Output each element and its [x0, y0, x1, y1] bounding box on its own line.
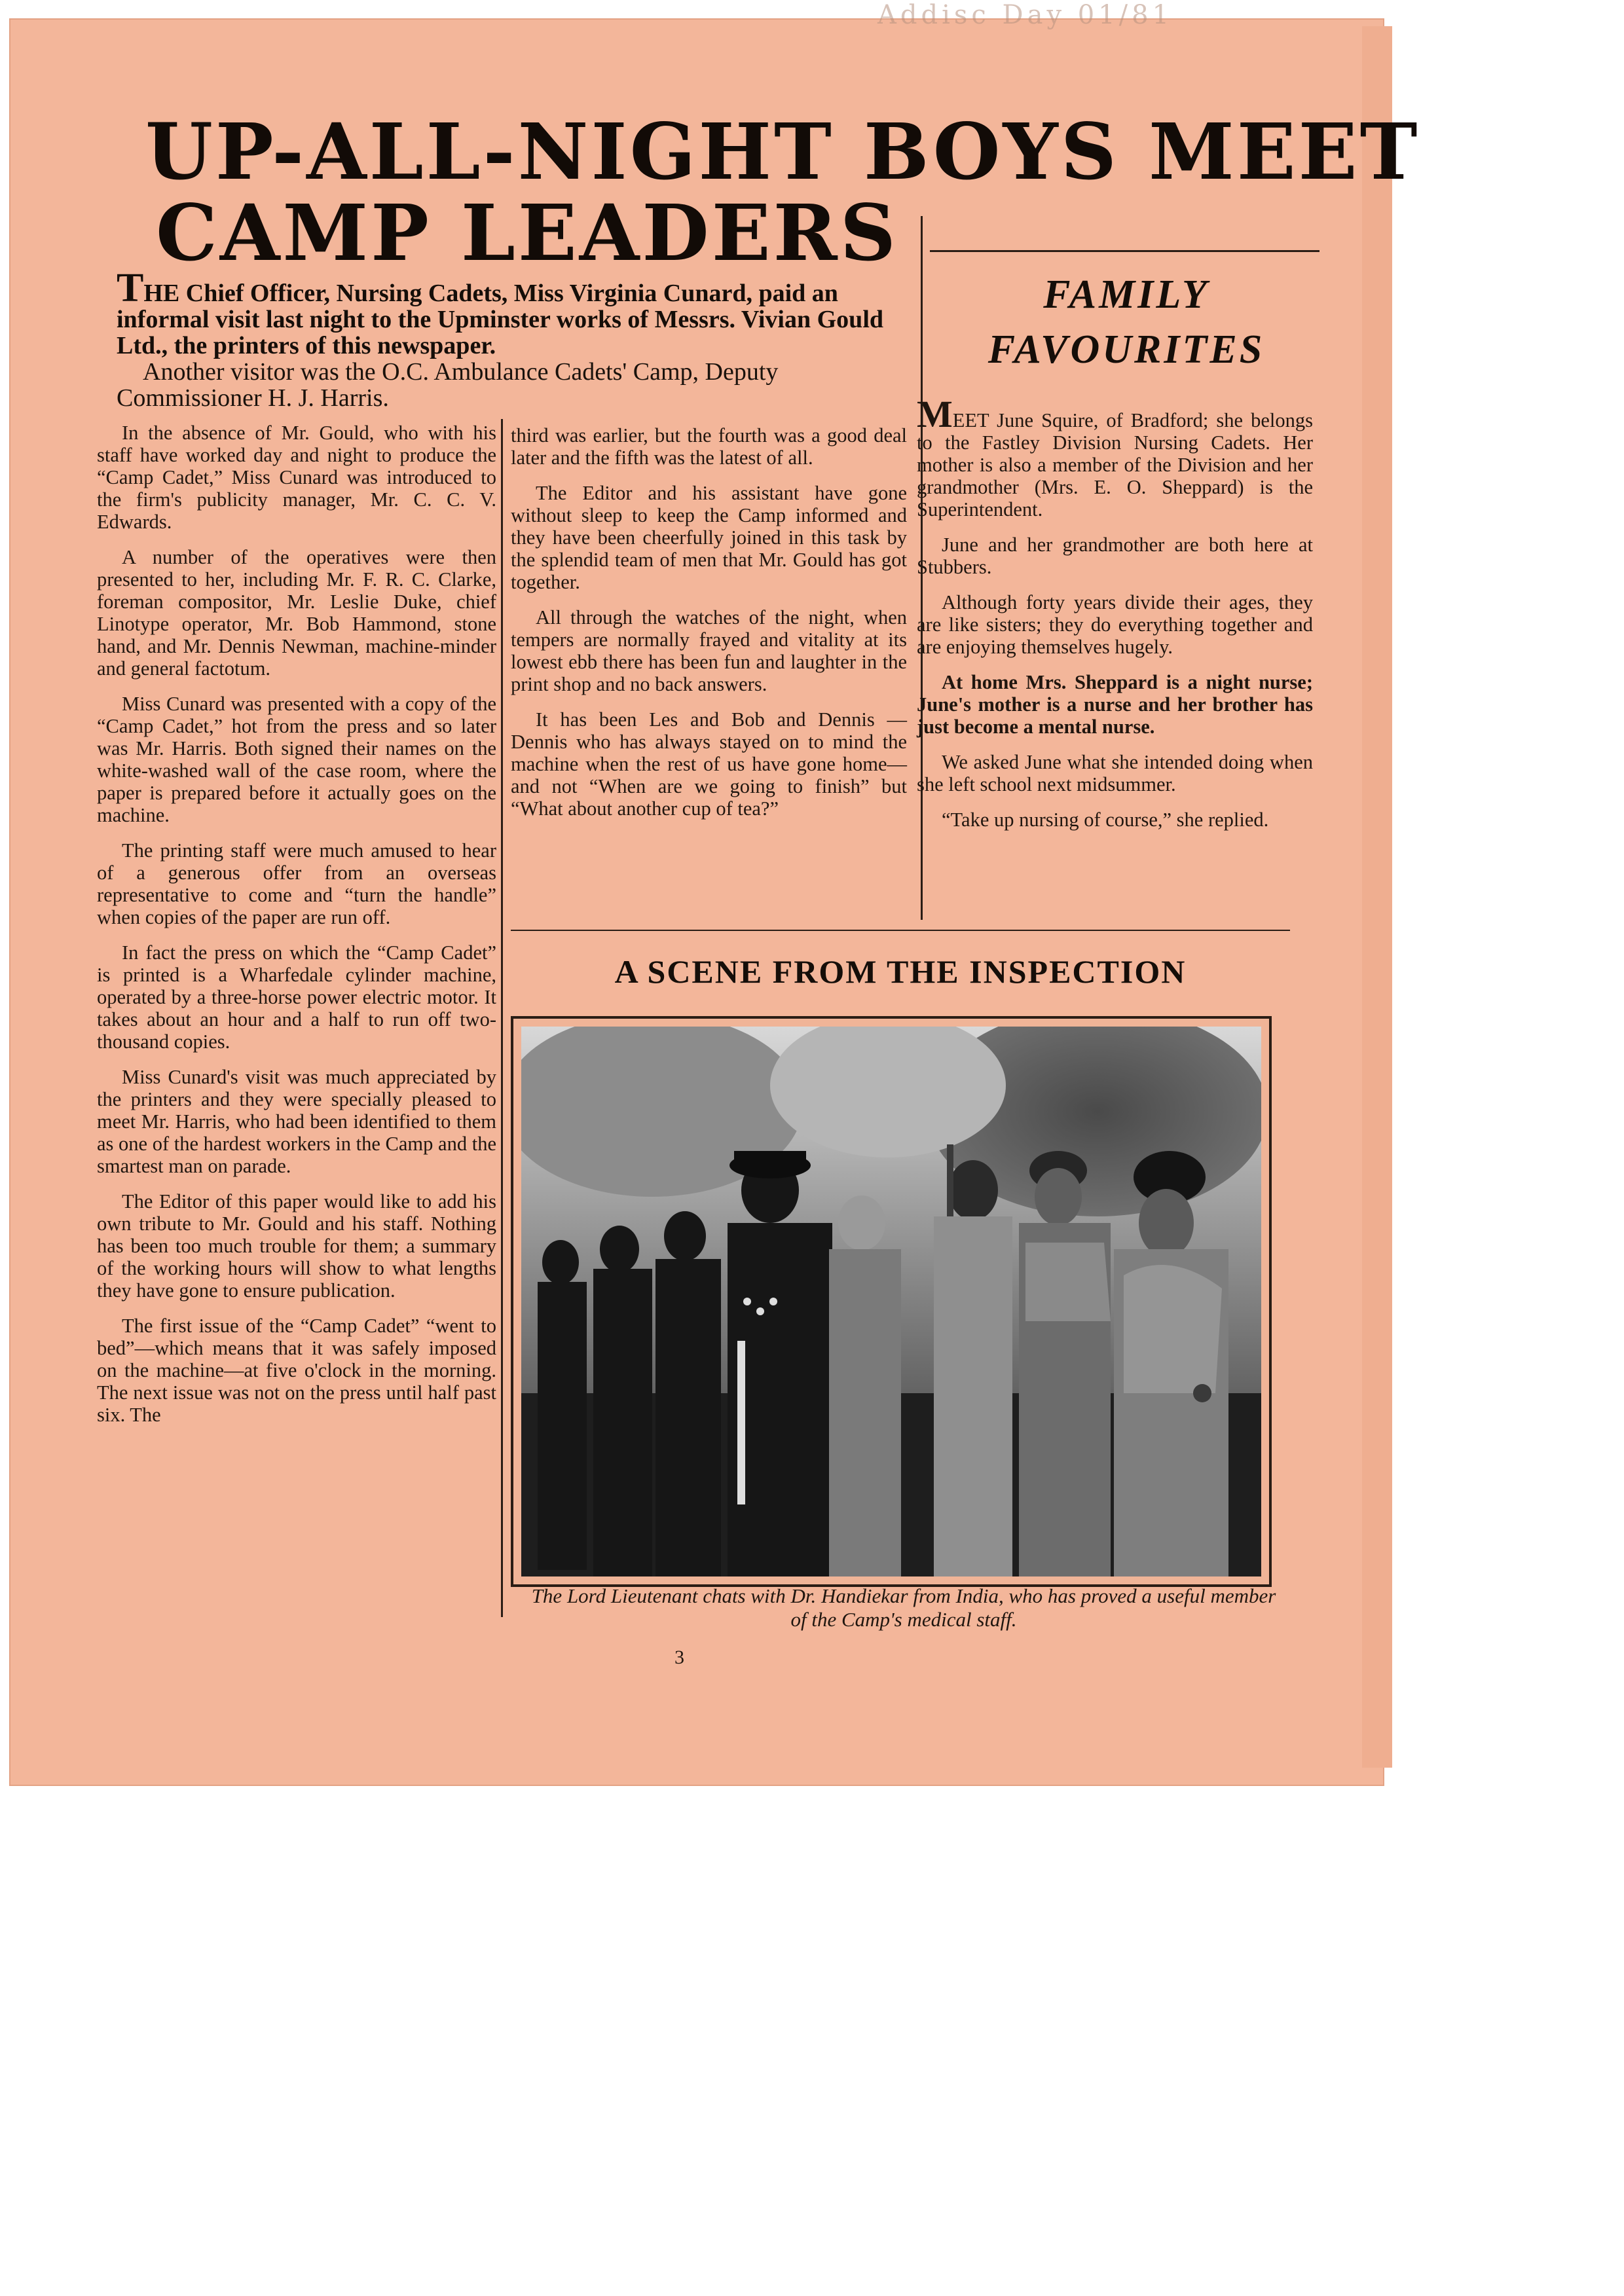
ff-bold-para: At home Mrs. Sheppard is a night nurse; June's mother is a nurse and her brother has just become a mental nurse.: [917, 671, 1313, 738]
col1-para-2: A number of the operatives were then presented to her, including Mr. F. R. C. Clarke, foreman compositor, Mr. Leslie Duke, chief Linotype operator, Mr. Bob Hammond, stone hand, and Mr. Dennis Newman, machine-minder and general factotum.: [97, 546, 496, 680]
col1-para-4: The printing staff were much amused to hear of a generous offer from an overseas representative to come and “turn the handle” when copies of the paper are run off.: [97, 839, 496, 928]
ff-para-6: “Take up nursing of course,” she replied.: [942, 809, 1269, 831]
family-favourites-title-line-2: FAVOURITES: [987, 327, 1265, 372]
article-column-1: [97, 422, 496, 1439]
col1-para-3: Miss Cunard was presented with a copy of the “Camp Cadet,” hot from the press and so later was Mr. Harris. Both signed their names on the white-washed wall of the case room, where the paper is prepared before it actually goes on the machine.: [97, 693, 496, 826]
handwritten-note: Addisc Day 01/81: [877, 0, 1173, 30]
page-edge: [1362, 26, 1392, 1768]
ff-first-text: EET June Squire, of Bradford; she belongs to the Fastley Division Nursing Cadets. Her mother is also a member of the Division and her grandmother (Mrs. E. O. Sheppard) is the Superintendent.: [917, 409, 1313, 520]
photo-caption: The Lord Lieutenant chats with Dr. Handiekar from India, who has proved a useful member of the Camp's medical staff.: [531, 1584, 1276, 1631]
col2-para-2: The Editor and his assistant have gone without sleep to keep the Camp informed and they have been cheerfully joined in this task by the splendid team of men that Mr. Gould has got together.: [511, 482, 907, 593]
col2-para-3: All through the watches of the night, when tempers are normally frayed and vitality at its lowest ebb there has been fun and laughter in the print shop and no back answers.: [511, 606, 907, 695]
family-favourites-top-rule: [930, 250, 1320, 252]
scene-top-rule: [511, 930, 1290, 931]
col1-para-7: The Editor of this paper would like to add his own tribute to Mr. Gould and his staff. Nothing has been too much trouble for them; a summary of the working hours will show to what lengths they have gone to ensure publication.: [97, 1190, 496, 1302]
lead-dropcap: T: [117, 266, 144, 310]
inspection-photo-image: [521, 1027, 1261, 1576]
lead-second-paragraph: Another visitor was the O.C. Ambulance Cadets' Camp, Deputy Commissioner H. J. Harris.: [117, 358, 779, 412]
family-favourites-title-line-1: FAMILY: [1043, 272, 1209, 317]
lead-paragraph: [117, 266, 909, 359]
article-column-2: [511, 424, 907, 833]
column-rule-left: [501, 419, 503, 1617]
scene-heading: A SCENE FROM THE INSPECTION: [614, 953, 1187, 990]
inspection-photo: [521, 1027, 1261, 1576]
col1-para-8: The first issue of the “Camp Cadet” “went to bed”—which means that it was safely imposed on the machine—at five o'clock in the morning. The next issue was not on the press until half past six. The: [97, 1315, 496, 1426]
family-favourites-title: [930, 267, 1323, 377]
col1-para-6: Miss Cunard's visit was much appreciated by the printers and they were specially pleased to meet Mr. Harris, who had been identified to them as one of the hardest workers in the Camp and the smartest man on parade.: [97, 1066, 496, 1177]
lead-bold-text: HE Chief Officer, Nursing Cadets, Miss Virginia Cunard, paid an informal visit last night to the Upminster works of Messrs. Vivian Gould Ltd., the printers of this newspaper.: [117, 280, 884, 359]
headline-line-1: UP-ALL-NIGHT BOYS MEET: [145, 106, 1420, 197]
col1-para-1: In the absence of Mr. Gould, who with his staff have worked day and night to produce the “Camp Cadet,” Miss Cunard was introduced to the firm's publicity manager, Mr. C. C. V. Edwards.: [97, 422, 496, 533]
ff-para-1: [917, 393, 1313, 520]
family-favourites-column: [917, 393, 1313, 844]
ff-para-3: Although forty years divide their ages, they are like sisters; they do everything together and are enjoying themselves hugely.: [917, 591, 1313, 658]
col2-para-4: It has been Les and Bob and Dennis — Dennis who has always stayed on to mind the machine when the rest of us have gone home—and not “When are we going to finish” but “What about another cup of tea?”: [511, 708, 907, 820]
ff-dropcap: M: [917, 393, 953, 435]
headline-line-2: CAMP LEADERS: [156, 187, 898, 278]
ff-para-5: We asked June what she intended doing when she left school next midsummer.: [917, 751, 1313, 795]
col1-para-5: In fact the press on which the “Camp Cadet” is printed is a Wharfedale cylinder machine, operated by a three-horse power electric motor. It takes about an hour and a half to run off two-thousand copies.: [97, 941, 496, 1053]
inspection-photo-frame: [511, 1016, 1272, 1587]
ff-para-2: June and her grandmother are both here at Stubbers.: [917, 534, 1313, 578]
page-number: 3: [674, 1647, 684, 1668]
col2-para-1: third was earlier, but the fourth was a good deal later and the fifth was the latest of all.: [511, 424, 907, 469]
